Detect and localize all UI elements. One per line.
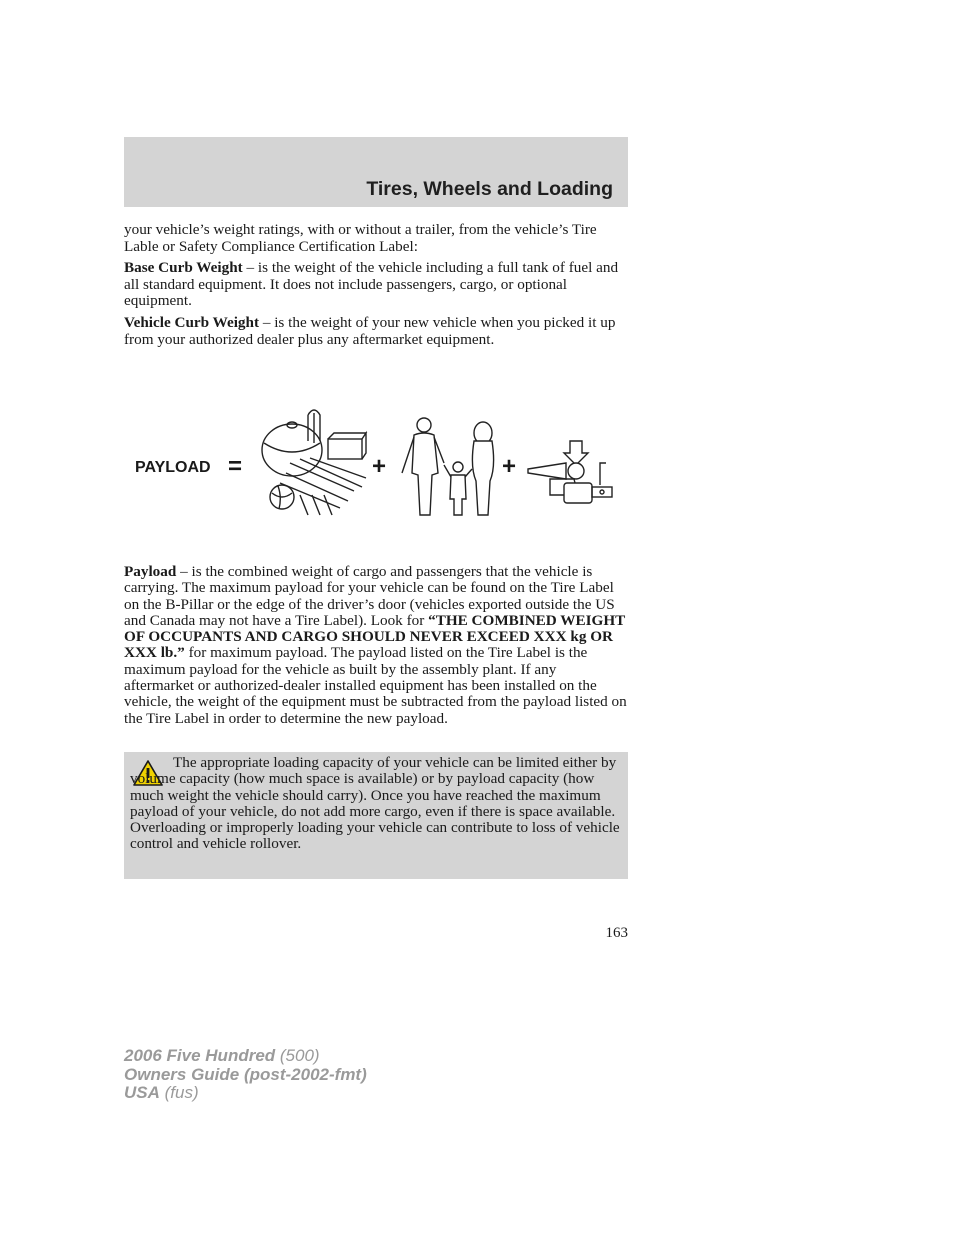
plus-sign: +	[372, 453, 387, 480]
footer-model-code: (500)	[275, 1046, 320, 1065]
cargo-icon	[262, 410, 366, 515]
definitions-block	[124, 222, 630, 353]
intro-paragraph: your vehicle’s weight ratings, with or without a trailer, from the vehicle’s Tire Lable or Safety Compliance Certification Label:	[124, 221, 597, 255]
payload-label-quote: “THE COMBINED WEIGHT OF OCCUPANTS AND CARGO SHOULD NEVER EXCEED XXX kg OR XXX lb.”	[124, 611, 626, 662]
footer-line	[124, 1047, 367, 1066]
payload-text: – is the combined weight of cargo and passengers that the vehicle is carrying. The maximum payload for your vehicle can be found on the Tire Label on the B-Pillar or the edge of the driver’s door (vehicles exported outside the US and Canada may not have a Tire Label). Look for	[124, 563, 615, 629]
definition-vehicle-curb-weight	[124, 315, 630, 348]
section-title: Tires, Wheels and Loading	[366, 178, 613, 200]
definition-term: Base Curb Weight	[124, 259, 243, 277]
page-number: 163	[605, 925, 628, 941]
payload-illustration	[130, 403, 616, 521]
footer-market-code: (fus)	[159, 1083, 199, 1102]
warning-box	[124, 752, 628, 879]
passengers-icon	[402, 418, 494, 515]
trailer-hitch-icon	[528, 441, 612, 503]
payload-paragraph	[124, 564, 630, 727]
footer-guide: Owners Guide (post-2002-fmt)	[124, 1064, 367, 1084]
footer-line	[124, 1084, 367, 1103]
definition-term: Vehicle Curb Weight	[124, 313, 260, 331]
section-header	[124, 137, 628, 207]
plus-sign: +	[502, 453, 517, 480]
definition-text: – is the weight of your new vehicle when you picked it up from your authorized dealer plus any aftermarket equipment.	[124, 313, 616, 348]
document-footer	[124, 1047, 367, 1103]
footer-model: 2006 Five Hundred	[124, 1046, 276, 1065]
footer-market: USA	[124, 1083, 160, 1102]
payload-section	[124, 564, 630, 732]
definition-base-curb-weight	[124, 260, 630, 310]
payload-label: PAYLOAD	[135, 459, 211, 476]
warning-text: The appropriate loading capacity of your vehicle can be limited either by volume capacity (how much space is available) or by payload capacity (how much weight the vehicle should carry). Once you have reached the maximum payload of your vehicle, do not add more cargo, even if there is space available. Overloading or improperly loading your vehicle can contribute to loss of vehicle control and vehicle rollover.	[130, 754, 620, 853]
payload-term: Payload	[124, 563, 177, 580]
payload-text: for maximum payload. The payload listed on the Tire Label is the maximum payload for the vehicle as built by the assembly plant. If any aftermarket or authorized-dealer installed equipment has been installed on the vehicle, the weight of the equipment must be subtracted from the payload listed on the Tire Label in order to determine the new payload.	[124, 644, 627, 727]
definition-text: – is the weight of the vehicle including a full tank of fuel and all standard equipment. It does not include passengers, cargo, or optional equipment.	[124, 259, 619, 310]
equals-sign: =	[228, 453, 243, 480]
